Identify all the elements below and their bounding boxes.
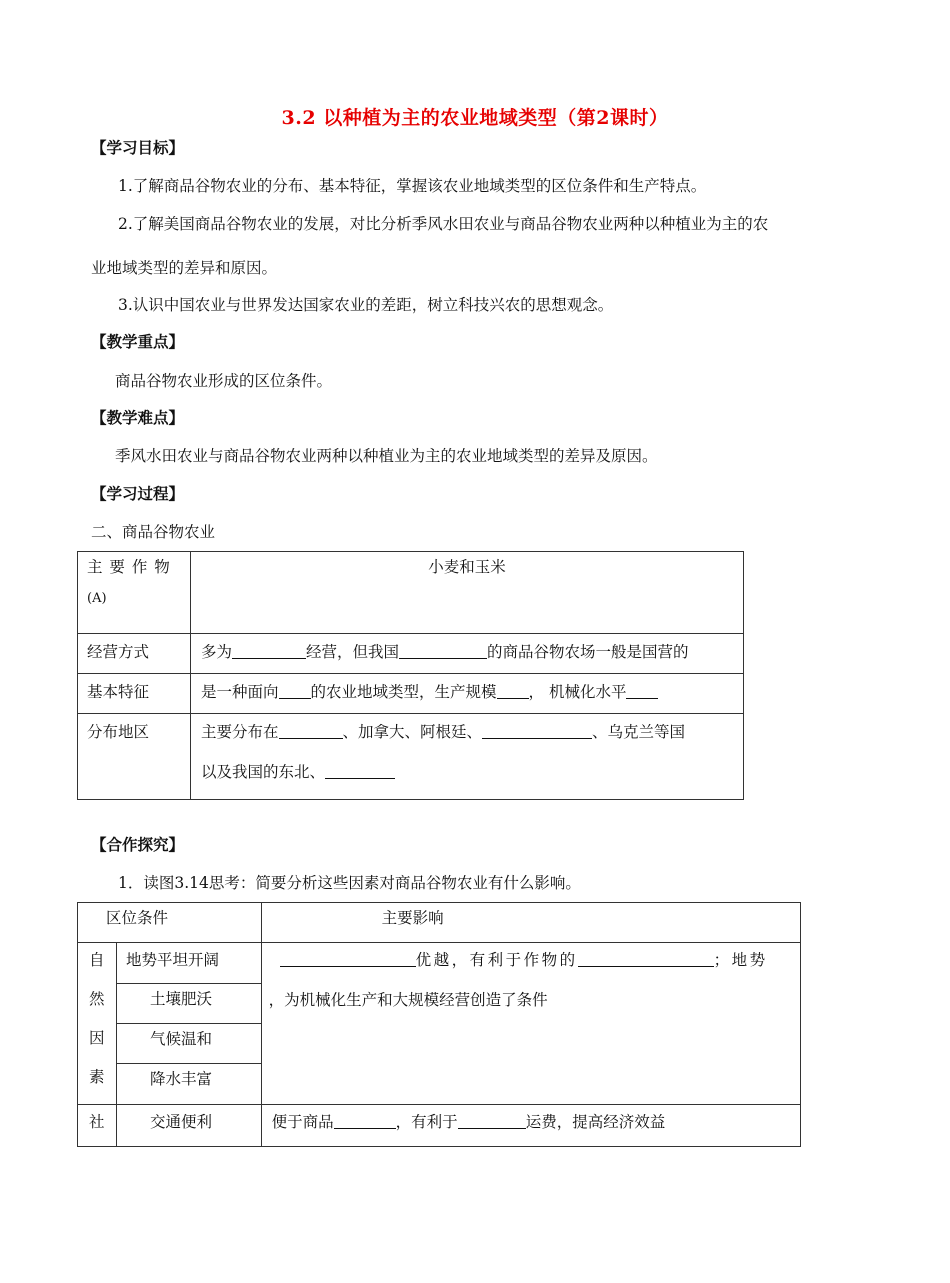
factor-rainfall — [117, 1064, 262, 1105]
group-char: 然 — [89, 990, 105, 1008]
table2-header-factor — [78, 903, 262, 943]
rainfall-label: 降水丰富 — [150, 1070, 213, 1088]
social-factors-group — [78, 1105, 117, 1147]
terrain-label: 地势平坦开阔 — [126, 951, 220, 969]
transport-effect-cell — [261, 1105, 800, 1147]
effect-header: 主要影响 — [381, 909, 444, 927]
group-char: 自 — [89, 951, 105, 969]
grain-farming-table — [77, 551, 744, 800]
table2-header-effect — [261, 903, 800, 943]
factor-transport — [117, 1105, 262, 1147]
blank-field[interactable] — [458, 1113, 526, 1129]
distribution-text-1: 主要分布在 — [201, 723, 279, 741]
blank-field[interactable] — [399, 643, 487, 659]
factor-climate — [117, 1024, 262, 1064]
factor-header: 区位条件 — [106, 909, 169, 927]
goals-heading: 【学习目标】 — [91, 138, 185, 157]
distribution-text-2: 、加拿大、阿根廷、 — [342, 723, 483, 741]
operation-label: 经营方式 — [87, 643, 150, 661]
group-char: 素 — [89, 1068, 105, 1086]
goal-1: 1.了解商品谷物农业的分布、基本特征，掌握该农业地域类型的区位条件和生产特点。 — [118, 177, 707, 195]
group-char: 社 — [89, 1113, 105, 1131]
operation-text-3: 的商品谷物农场一般是国营的 — [487, 643, 689, 661]
coop-heading: 【合作探究】 — [91, 835, 185, 854]
transport-label: 交通便利 — [150, 1113, 213, 1131]
goal-2-line-1: 2.了解美国商品谷物农业的发展，对比分析季风水田农业与商品谷物农业两种以种植业为主的农 — [118, 215, 769, 233]
location-factors-table — [77, 902, 801, 1147]
blank-field[interactable] — [482, 723, 592, 739]
distribution-text-4: 以及我国的东北、 — [201, 763, 326, 781]
blank-field[interactable] — [497, 683, 529, 699]
climate-label: 气候温和 — [150, 1030, 213, 1048]
table1-label-operation — [78, 634, 191, 674]
blank-field[interactable] — [325, 763, 395, 779]
transport-text-2: ，有利于 — [395, 1113, 458, 1131]
table1-value-crop — [191, 552, 744, 634]
table1-label-distribution — [78, 714, 191, 800]
process-heading: 【学习过程】 — [91, 484, 185, 503]
table1-label-features — [78, 674, 191, 714]
table1-value-operation — [191, 634, 744, 674]
blank-field[interactable] — [578, 951, 714, 967]
distribution-label: 分布地区 — [87, 723, 150, 741]
difficulty-text: 季风水田农业与商品谷物农业两种以种植业为主的农业地域类型的差异及原因。 — [115, 447, 658, 465]
features-label: 基本特征 — [87, 683, 150, 701]
crop-label-a: (A) — [87, 591, 107, 606]
coop-question-1: 1．读图3.14思考：简要分析这些因素对商品谷物农业有什么影响。 — [118, 874, 581, 892]
crop-label: 主 要 作 物 — [87, 558, 171, 576]
factor-soil — [117, 984, 262, 1024]
blank-field[interactable] — [280, 951, 416, 967]
table1-value-features — [191, 674, 744, 714]
group-char: 因 — [89, 1029, 105, 1047]
table1-value-distribution — [191, 714, 744, 800]
difficulty-heading: 【教学难点】 — [91, 408, 185, 427]
page-title: 3.2 以种植为主的农业地域类型（第2课时） — [281, 107, 669, 129]
key-heading: 【教学重点】 — [91, 332, 185, 351]
natural-factors-group — [78, 943, 117, 1105]
effect-text-3: ，为机械化生产和大规模经营创造了条件 — [268, 991, 548, 1009]
operation-text-1: 多为 — [201, 643, 233, 661]
blank-field[interactable] — [334, 1113, 396, 1129]
goal-3: 3.认识中国农业与世界发达国家农业的差距，树立科技兴农的思想观念。 — [118, 296, 614, 314]
features-text-2: 的农业地域类型，生产规模 — [310, 683, 497, 701]
effect-text-2: ；地势 — [713, 951, 768, 969]
effect-text-1: 优越，有利于作物的 — [415, 951, 578, 969]
features-text-1: 是一种面向 — [201, 683, 279, 701]
transport-text-1: 便于商品 — [271, 1113, 334, 1131]
blank-field[interactable] — [626, 683, 658, 699]
goal-2-line-2: 业地域类型的差异和原因。 — [91, 259, 278, 277]
distribution-text-3: 、乌克兰等国 — [592, 723, 686, 741]
blank-field[interactable] — [232, 643, 306, 659]
process-subheading: 二、商品谷物农业 — [91, 523, 216, 541]
table1-label-crop — [78, 552, 191, 634]
natural-effects-cell — [261, 943, 800, 1105]
blank-field[interactable] — [279, 683, 311, 699]
crop-value: 小麦和玉米 — [428, 558, 506, 576]
factor-terrain — [117, 943, 262, 984]
operation-text-2: 经营，但我国 — [306, 643, 400, 661]
transport-text-3: 运费，提高经济效益 — [525, 1113, 666, 1131]
features-text-3: ， 机械化水平 — [528, 683, 627, 701]
soil-label: 土壤肥沃 — [150, 990, 213, 1008]
key-text: 商品谷物农业形成的区位条件。 — [115, 372, 333, 390]
blank-field[interactable] — [279, 723, 343, 739]
